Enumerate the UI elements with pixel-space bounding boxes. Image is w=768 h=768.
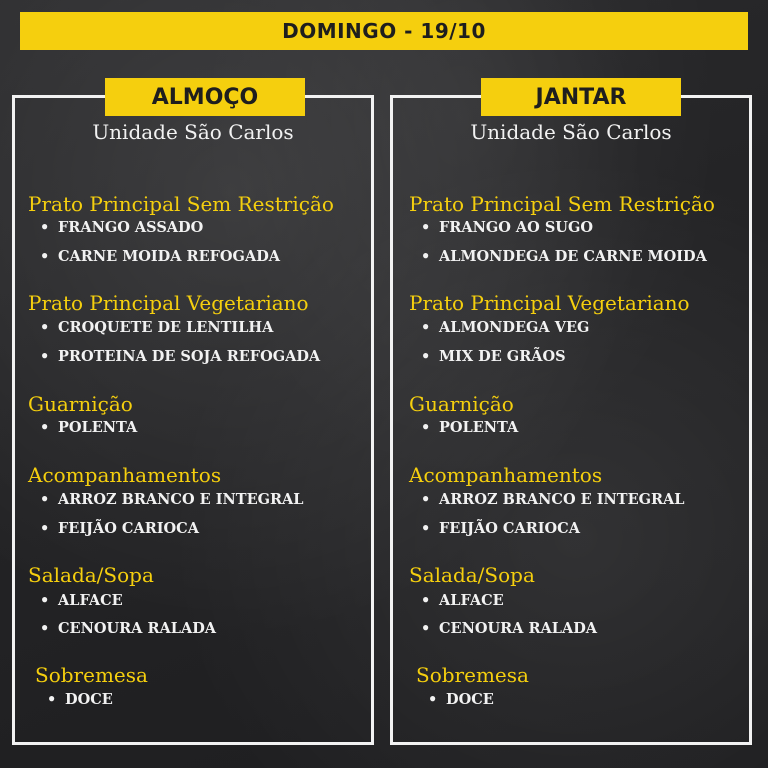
menu-item: • CARNE MOIDA REFOGADA xyxy=(40,248,280,265)
menu-item: • CENOURA RALADA xyxy=(40,620,216,637)
menu-item: • POLENTA xyxy=(40,419,137,436)
section-heading: Sobremesa xyxy=(35,663,148,687)
section-heading: Acompanhamentos xyxy=(28,463,222,487)
menu-item: • DOCE xyxy=(428,691,494,708)
menu-item: • FRANGO ASSADO xyxy=(40,219,203,236)
menu-item: • MIX DE GRÃOS xyxy=(421,348,566,365)
menu-item: • ALFACE xyxy=(421,592,504,609)
section-heading: Prato Principal Vegetariano xyxy=(28,291,309,315)
menu-item: • ALFACE xyxy=(40,592,123,609)
section-heading: Prato Principal Sem Restrição xyxy=(409,192,715,216)
menu-item: • DOCE xyxy=(47,691,113,708)
menu-item: • POLENTA xyxy=(421,419,518,436)
menu-item: • ALMONDEGA VEG xyxy=(421,319,589,336)
menu-item: • ARROZ BRANCO E INTEGRAL xyxy=(40,491,304,508)
lunch-unit-label: Unidade São Carlos xyxy=(92,120,294,144)
section-heading: Prato Principal Sem Restrição xyxy=(28,192,334,216)
section-heading: Guarnição xyxy=(409,392,514,416)
date-banner: DOMINGO - 19/10 xyxy=(20,12,748,50)
menu-item: • ARROZ BRANCO E INTEGRAL xyxy=(421,491,685,508)
section-heading: Acompanhamentos xyxy=(409,463,603,487)
section-heading: Prato Principal Vegetariano xyxy=(409,291,690,315)
menu-item: • CENOURA RALADA xyxy=(421,620,597,637)
dinner-menu xyxy=(380,0,740,768)
dinner-title: JANTAR xyxy=(481,78,681,116)
lunch-menu xyxy=(0,0,360,768)
section-heading: Sobremesa xyxy=(416,663,529,687)
menu-item: • FEIJÃO CARIOCA xyxy=(421,520,580,537)
section-heading: Guarnição xyxy=(28,392,133,416)
section-heading: Salada/Sopa xyxy=(409,563,535,587)
section-heading: Salada/Sopa xyxy=(28,563,154,587)
menu-item: • FRANGO AO SUGO xyxy=(421,219,593,236)
menu-item: • CROQUETE DE LENTILHA xyxy=(40,319,273,336)
menu-item: • ALMONDEGA DE CARNE MOIDA xyxy=(421,248,707,265)
lunch-title: ALMOÇO xyxy=(105,78,305,116)
menu-item: • FEIJÃO CARIOCA xyxy=(40,520,199,537)
menu-item: • PROTEINA DE SOJA REFOGADA xyxy=(40,348,320,365)
dinner-unit-label: Unidade São Carlos xyxy=(470,120,672,144)
